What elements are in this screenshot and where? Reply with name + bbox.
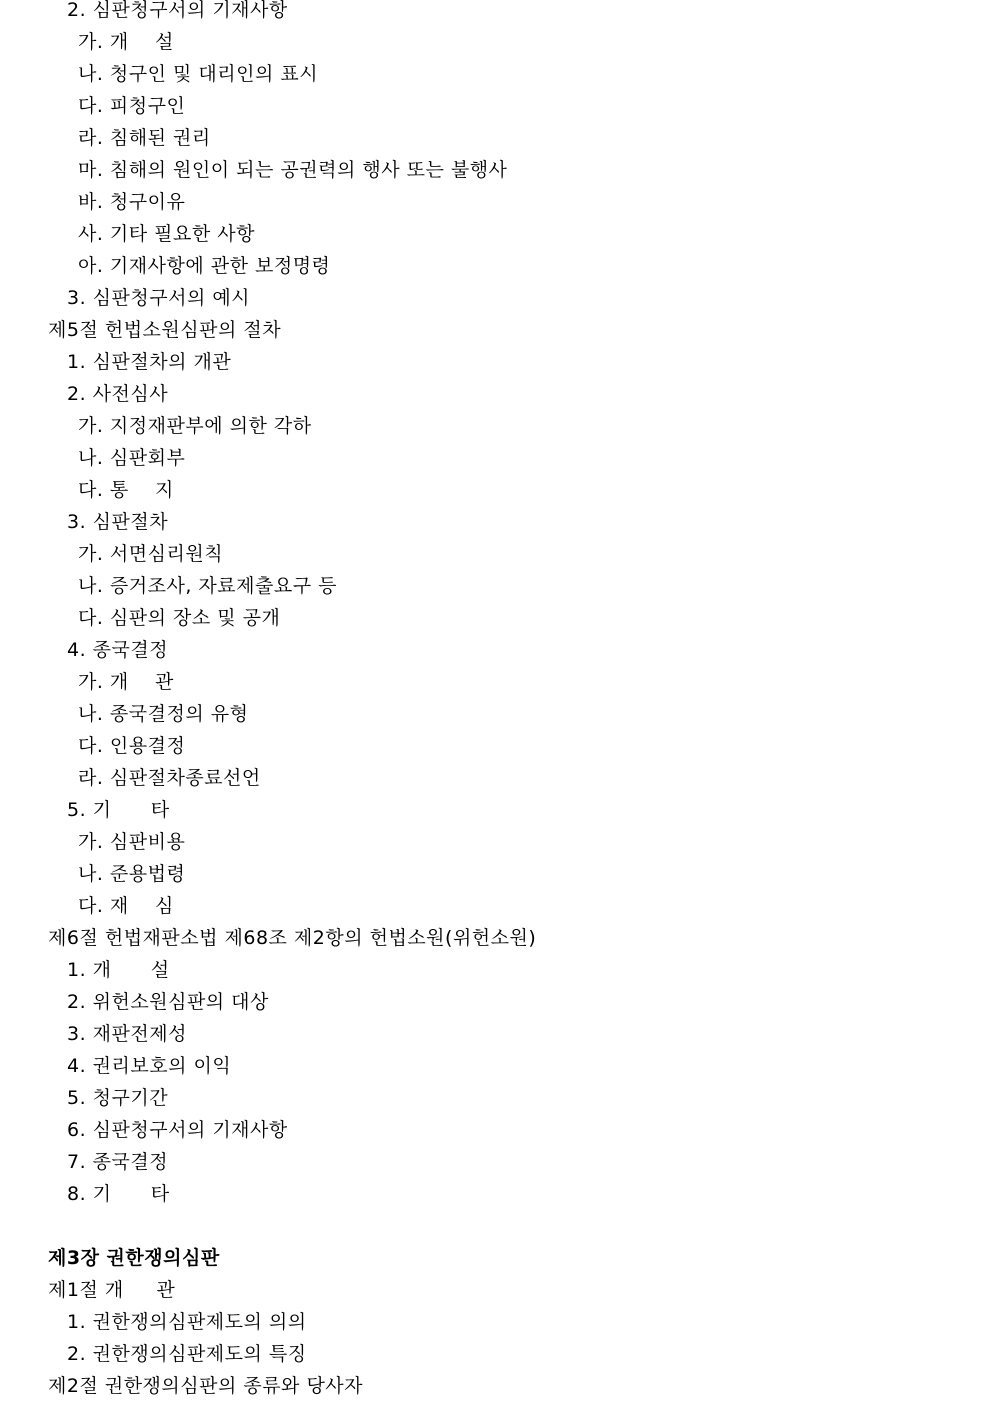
toc-item: 4. 종국결정 bbox=[67, 639, 169, 661]
toc-item: 3. 심판청구서의 예시 bbox=[67, 287, 251, 309]
toc-subitem: 나. 청구인 및 대리인의 표시 bbox=[78, 63, 319, 85]
toc-subitem: 가. 개 관 bbox=[78, 671, 174, 693]
toc-item: 2. 심판청구서의 기재사항 bbox=[67, 0, 288, 21]
toc-subitem: 바. 청구이유 bbox=[78, 191, 186, 213]
toc-item: 3. 심판절차 bbox=[67, 511, 169, 533]
blank-line bbox=[0, 1210, 992, 1242]
toc-item: 3. 재판전제성 bbox=[67, 1023, 187, 1045]
toc-item: 7. 종국결정 bbox=[67, 1151, 169, 1173]
toc-chapter-heading: 제5절 헌법소원심판의 절차 bbox=[48, 319, 282, 341]
toc-subitem: 나. 증거조사, 자료제출요구 등 bbox=[78, 575, 337, 597]
toc-subitem: 가. 개 설 bbox=[78, 31, 174, 53]
toc-item: 4. 권리보호의 이익 bbox=[67, 1055, 232, 1077]
toc-item: 1. 개 설 bbox=[67, 959, 170, 981]
toc-item: 8. 기 타 bbox=[67, 1183, 170, 1205]
toc-item: 1. 권한쟁의심판제도의 의의 bbox=[67, 1311, 307, 1333]
toc-item: 1. 심판절차의 개관 bbox=[67, 351, 232, 373]
toc-subitem: 나. 심판회부 bbox=[78, 447, 186, 469]
toc-subitem: 다. 심판의 장소 및 공개 bbox=[78, 607, 281, 629]
toc-item: 2. 사전심사 bbox=[67, 383, 169, 405]
toc-item: 2. 권한쟁의심판제도의 특징 bbox=[67, 1343, 307, 1365]
toc-item: 5. 기 타 bbox=[67, 799, 170, 821]
toc-subitem: 다. 통 지 bbox=[78, 479, 174, 501]
toc-chapter-heading: 제2절 권한쟁의심판의 종류와 당사자 bbox=[48, 1375, 364, 1397]
toc-item: 6. 심판청구서의 기재사항 bbox=[67, 1119, 288, 1141]
toc-subitem: 라. 심판절차종료선언 bbox=[78, 767, 261, 789]
toc-item: 2. 위헌소원심판의 대상 bbox=[67, 991, 269, 1013]
toc-subitem: 사. 기타 필요한 사항 bbox=[78, 223, 255, 245]
toc-part-heading: 제3장 권한쟁의심판 bbox=[48, 1247, 220, 1269]
toc-subitem: 나. 종국결정의 유형 bbox=[78, 703, 249, 725]
toc-subitem: 가. 심판비용 bbox=[78, 831, 186, 853]
toc-chapter-heading: 제6절 헌법재판소법 제68조 제2항의 헌법소원(위헌소원) bbox=[48, 927, 537, 949]
toc-subitem: 아. 기재사항에 관한 보정명령 bbox=[78, 255, 331, 277]
toc-subitem: 가. 서면심리원칙 bbox=[78, 543, 224, 565]
toc-subitem: 다. 피청구인 bbox=[78, 95, 186, 117]
toc-chapter-heading: 제1절 개 관 bbox=[48, 1279, 176, 1301]
toc-subitem: 다. 인용결정 bbox=[78, 735, 186, 757]
toc-subitem: 나. 준용법령 bbox=[78, 863, 186, 885]
toc-subitem: 마. 침해의 원인이 되는 공권력의 행사 또는 불행사 bbox=[78, 159, 508, 181]
toc-subitem: 라. 침해된 권리 bbox=[78, 127, 211, 149]
toc-subitem: 가. 지정재판부에 의한 각하 bbox=[78, 415, 312, 437]
toc-item: 5. 청구기간 bbox=[67, 1087, 169, 1109]
toc-subitem: 다. 재 심 bbox=[78, 895, 174, 917]
